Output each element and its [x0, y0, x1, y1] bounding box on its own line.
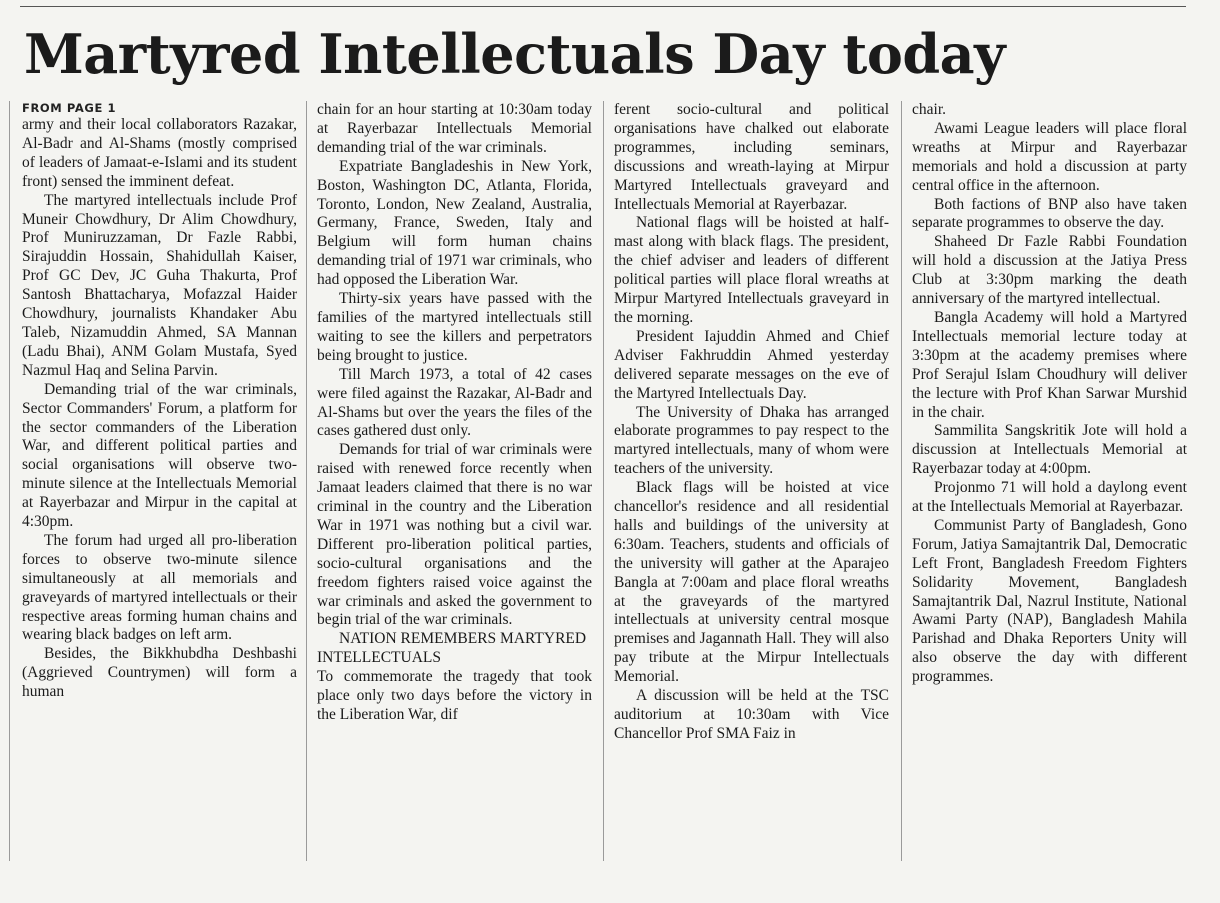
paragraph: Black flags will be hoisted at vice chancellor's residence and all residential halls and buildings of the university at 6:30am. Teachers, students and officials of the university will gather at the Aparajeo Bangla at 7:00am and place floral wreaths at the graveyards of the martyred intellectuals at university central mosque premises and Jagannath Hall. They will also pay tribute at the Mirpur Intellectuals Memorial. [614, 479, 889, 686]
paragraph: Thirty-six years have passed with the families of the martyred intellectuals still waiting to see the killers and perpetrators being brought to justice. [317, 290, 592, 364]
paragraph: chair. [912, 101, 946, 118]
paragraph: Till March 1973, a total of 42 cases were filed against the Razakar, Al-Badr and Al-Shams but over the years the files of the cases gathered dust only. [317, 365, 592, 440]
paragraph: The forum had urged all pro-liberation forces to observe two-minute silence simultaneously at all memorials and graveyards of martyred intellectuals or their respective areas forming human chains and wearing black badges on left arm. [22, 531, 297, 644]
paragraph: To commemorate the tragedy that took place only two days before the victory in the Liberation War, dif [317, 668, 592, 723]
paragraph: ferent socio-cultural and political organisations have chalked out elaborate programmes, including seminars, discussions and wreath-laying at Mirpur Martyred Intellectuals graveyard and Intellectuals Memorial at Rayerbazar. [614, 101, 889, 213]
paragraph: The University of Dhaka has arranged elaborate programmes to pay respect to the martyred intellectuals, many of whom were teachers of the university. [614, 403, 889, 478]
paragraph: Expatriate Bangladeshis in New York, Boston, Washington DC, Atlanta, Florida, Toronto, London, New Zealand, Australia, Germany, France, Sweden, Italy and Belgium will form human chains demanding trial of 1971 war criminals, who had opposed the Liberation War. [317, 157, 592, 289]
paragraph: Bangla Academy will hold a Martyred Intellectuals memorial lecture today at 3:30pm at the academy premises where Prof Serajul Islam Choudhury will deliver the lecture with Prof Khan Sarwar Murshid in the chair. [912, 308, 1187, 421]
paragraph: The martyred intellectuals include Prof Muneir Chowdhury, Dr Alim Chowdhury, Prof Muniruzzaman, Dr Fazle Rabbi, Sirajuddin Hossain, Shahidullah Kaiser, Prof GC Dev, JC Guha Thakurta, Prof Santosh Bhattacharya, Mofazzal Haider Chowdhury, journalists Khandaker Abu Taleb, Nizamuddin Ahmed, SA Mannan (Ladu Bhai), ANM Golam Mustafa, Syed Nazmul Haq and Selina Parvin. [22, 191, 297, 379]
paragraph: army and their local collaborators Razakar, Al-Badr and Al-Shams (mostly comprised of leaders of Jamaat-e-Islami and its student front) sensed the imminent defeat. [22, 116, 297, 190]
article-column-3 [614, 101, 889, 744]
paragraph: chain for an hour starting at 10:30am today at Rayerbazar Intellectuals Memorial demanding trial of the war criminals. [317, 101, 592, 156]
section-subhead: NATION REMEMBERS MARTYRED INTELLECTUALS [317, 630, 587, 667]
paragraph: Sammilita Sangskritik Jote will hold a discussion at Intellectuals Memorial at Rayerbazar today at 4:00pm. [912, 422, 1187, 478]
column-rule-3 [901, 101, 902, 861]
paragraph: Communist Party of Bangladesh, Gono Forum, Jatiya Samajtantrik Dal, Democratic Left Front, Bangladesh Freedom Fighters Solidarity Movement, Bangladesh Samajtantrik Dal, Nazrul Institute, National Awami Party (NAP), Bangladesh Mahila Parishad and Dhaka Reporters Unity will also observe the day with different programmes. [912, 516, 1187, 686]
top-rule [20, 6, 1186, 7]
paragraph: Demands for trial of war criminals were raised with renewed force recently when Jamaat leaders claimed that there is no war criminal in the country and the Liberation War in 1971 was nothing but a civil war. Different pro-liberation political parties, socio-cultural organisations and the freedom fighters raised voice against the war criminals and asked the government to begin trial of the war criminals. [317, 441, 592, 629]
article-column-2 [317, 101, 592, 725]
kicker: FROM PAGE 1 [22, 101, 117, 115]
paragraph: President Iajuddin Ahmed and Chief Adviser Fakhruddin Ahmed yesterday delivered separate messages on the eve of the Martyred Intellectuals Day. [614, 327, 889, 402]
article-column-4 [912, 101, 1187, 687]
paragraph: Projonmo 71 will hold a daylong event at the Intellectuals Memorial at Rayerbazar. [912, 479, 1187, 516]
paragraph: Besides, the Bikkhubdha Deshbashi (Aggrieved Countrymen) will form a human [22, 645, 297, 701]
paragraph: A discussion will be held at the TSC auditorium at 10:30am with Vice Chancellor Prof SMA Faiz in [614, 687, 889, 742]
paragraph: Shaheed Dr Fazle Rabbi Foundation will hold a discussion at the Jatiya Press Club at 3:30pm marking the death anniversary of the martyred intellectual. [912, 233, 1187, 308]
paragraph: National flags will be hoisted at half-mast along with black flags. The president, the chief adviser and leaders of different political parties will place floral wreaths at Mirpur Martyred Intellectuals graveyard in the morning. [614, 214, 889, 326]
column-rule-left [9, 101, 10, 861]
paragraph: Demanding trial of the war criminals, Sector Commanders' Forum, a platform for the sector commanders of the Liberation War, and different political parties and social organisations will observe two-minute silence at the Intellectuals Memorial at Rayerbazar and Mirpur in the capital at 4:30pm. [22, 380, 297, 531]
paragraph: Both factions of BNP also have taken separate programmes to observe the day. [912, 195, 1187, 232]
column-rule-2 [603, 101, 604, 861]
headline: Martyred Intellectuals Day today [24, 22, 1005, 86]
paragraph: Awami League leaders will place floral wreaths at Mirpur and Rayerbazar memorials and hold a discussion at party central office in the afternoon. [912, 119, 1187, 194]
column-rule-1 [306, 101, 307, 861]
article-column-1 [22, 101, 297, 702]
